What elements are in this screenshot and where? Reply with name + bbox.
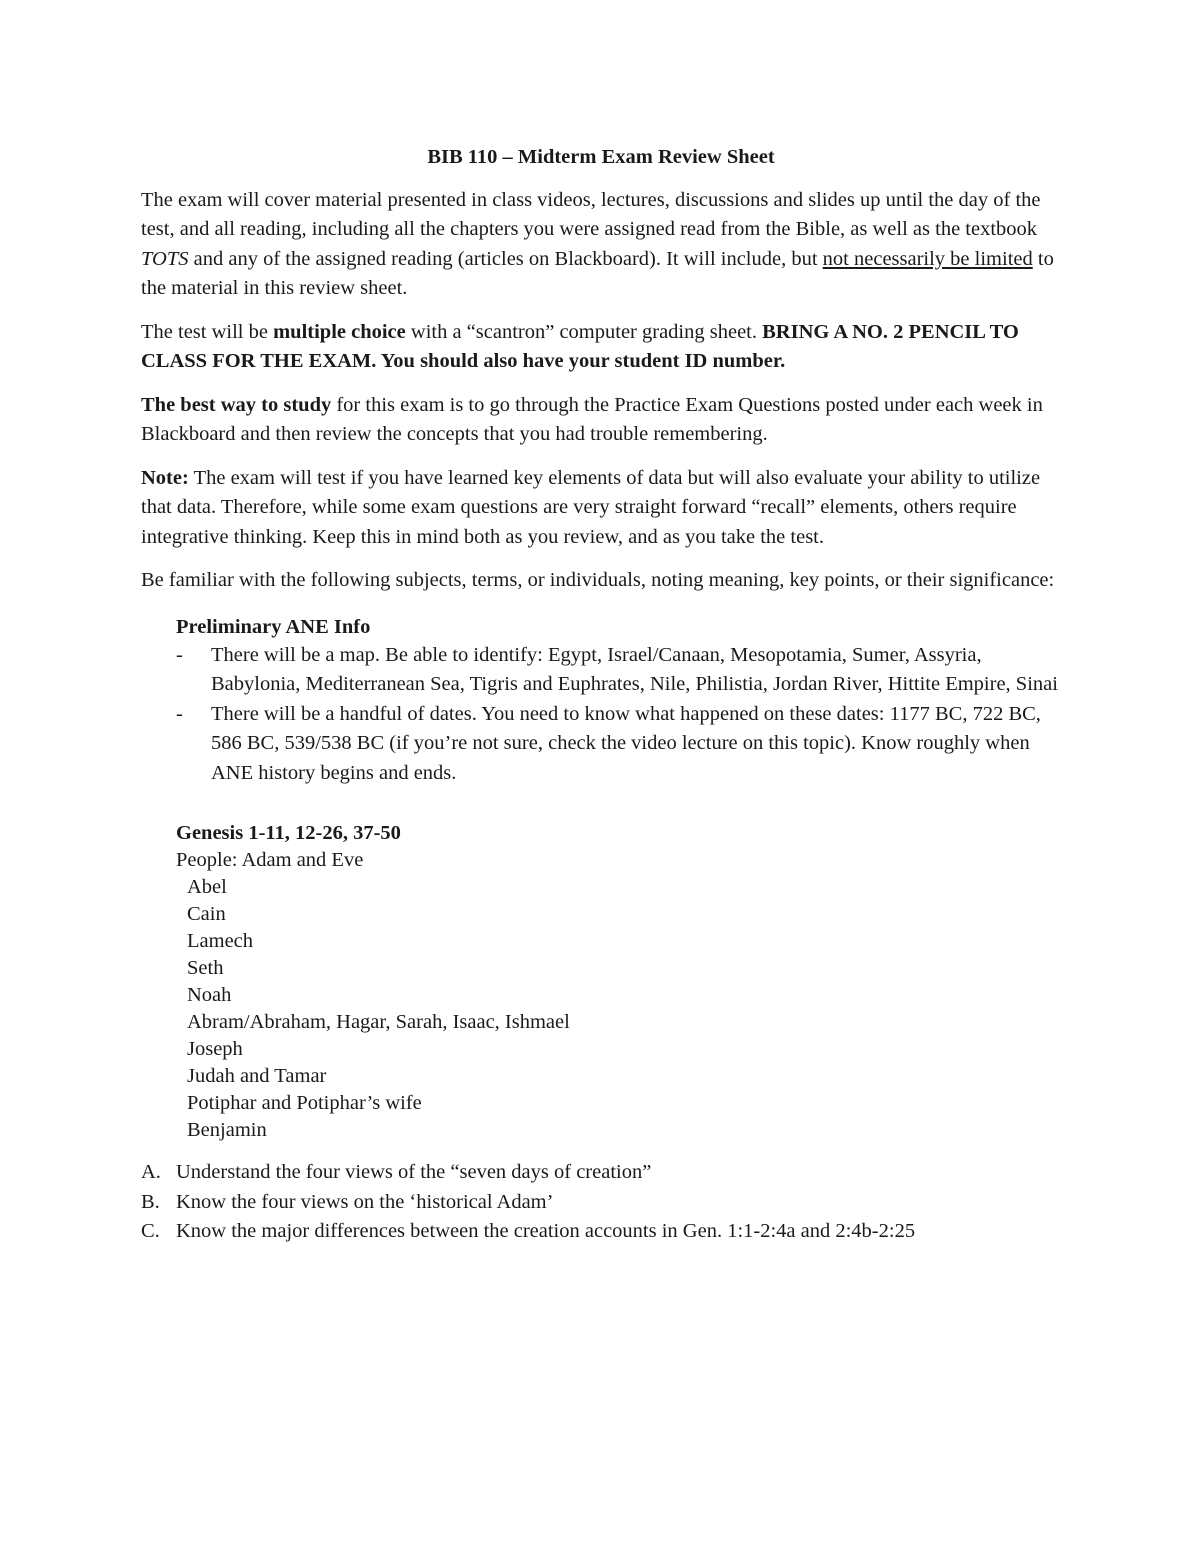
test-format-text-2: with a “scantron” computer grading sheet. xyxy=(405,320,763,343)
intro-text-2: and any of the assigned reading (articles on Blackboard). It will include, but xyxy=(188,247,823,270)
list-item xyxy=(176,641,1061,700)
test-format-bold-1: multiple choice xyxy=(273,320,406,343)
list-item xyxy=(141,1217,1061,1247)
preliminary-list xyxy=(176,641,1061,789)
genesis-tasks-list xyxy=(141,1158,1061,1247)
letter-marker: B. xyxy=(141,1190,160,1213)
study-paragraph xyxy=(141,391,1061,450)
intro-paragraph xyxy=(141,186,1061,304)
person-entry: Seth xyxy=(187,957,224,979)
list-item-text: Understand the four views of the “seven days of creation” xyxy=(176,1161,652,1183)
dash-marker: - xyxy=(176,643,183,666)
person-entry: Potiphar and Potiphar’s wife xyxy=(187,1092,422,1114)
tots-textbook-title: TOTS xyxy=(141,247,189,270)
test-format-text-1: The test will be xyxy=(141,320,274,343)
people-label: People: Adam and Eve xyxy=(176,849,364,871)
list-item xyxy=(141,1158,1061,1188)
test-format-bold-2: BRING A NO. 2 PENCIL TO CLASS FOR THE EXAM. You should also have your student ID number. xyxy=(141,320,1019,372)
list-item-text: Know the major differences between the creation accounts in Gen. 1:1-2:4a and 2:4b-2:25 xyxy=(176,1220,916,1242)
list-item xyxy=(176,700,1061,789)
preliminary-section xyxy=(176,614,1061,1145)
person-entry: Abel xyxy=(187,876,227,898)
person-entry: Judah and Tamar xyxy=(187,1065,327,1087)
person-entry: Joseph xyxy=(187,1038,243,1060)
familiar-paragraph: Be familiar with the following subjects, terms, or individuals, noting meaning, key points, or their significance: xyxy=(141,569,1055,591)
dash-marker: - xyxy=(176,702,183,725)
person-entry: Noah xyxy=(187,984,232,1006)
page-title: BIB 110 – Midterm Exam Review Sheet xyxy=(427,146,775,168)
list-item-text: Know the four views on the ‘historical Adam’ xyxy=(176,1190,554,1213)
list-item xyxy=(141,1188,1061,1218)
person-entry: Benjamin xyxy=(187,1119,267,1141)
person-entry: Cain xyxy=(187,903,226,925)
letter-marker: C. xyxy=(141,1220,160,1242)
letter-marker: A. xyxy=(141,1161,161,1183)
review-sheet-page xyxy=(141,143,1061,1247)
intro-underlined-text: not necessarily be limited xyxy=(822,247,1033,270)
study-bold: The best way to study xyxy=(141,393,332,416)
preliminary-heading: Preliminary ANE Info xyxy=(176,615,371,638)
list-item-text: There will be a handful of dates. You need to know what happened on these dates: 1177 BC, 722 BC, 586 BC, 539/538 BC (if you’re not sure, check the video lecture on this topic). Know roughly when ANE history begins and ends. xyxy=(211,702,1041,784)
intro-text-3: to the material in this review sheet. xyxy=(141,247,1054,299)
note-text: The exam will test if you have learned key elements of data but will also evaluate your ability to utilize that data. Therefore, while some exam questions are very straight forward “recall” elements, others require integrative thinking. Keep this in mind both as you review, and as you take the test. xyxy=(141,466,1041,548)
genesis-heading: Genesis 1-11, 12-26, 37-50 xyxy=(176,822,401,844)
person-entry: Lamech xyxy=(187,930,254,952)
list-item-text: There will be a map. Be able to identify: Egypt, Israel/Canaan, Mesopotamia, Sumer, Assyria, Babylonia, Mediterranean Sea, Tigris and Euphrates, Nile, Philistia, Jordan River, Hittite Empire, Sinai xyxy=(211,643,1058,695)
intro-text-1: The exam will cover material presented in class videos, lectures, discussions and slides up until the day of the test, and all reading, including all the chapters you were assigned read from the Bible, as well as the textbook xyxy=(141,188,1041,240)
person-entry: Abram/Abraham, Hagar, Sarah, Isaac, Ishmael xyxy=(187,1011,570,1033)
people-list xyxy=(176,847,1061,1144)
note-paragraph xyxy=(141,464,1061,553)
section-spacer xyxy=(176,788,1061,820)
test-format-paragraph xyxy=(141,318,1061,377)
note-label: Note: xyxy=(141,466,189,489)
study-text: for this exam is to go through the Practice Exam Questions posted under each week in Blackboard and then review the concepts that you had trouble remembering. xyxy=(141,393,1043,445)
